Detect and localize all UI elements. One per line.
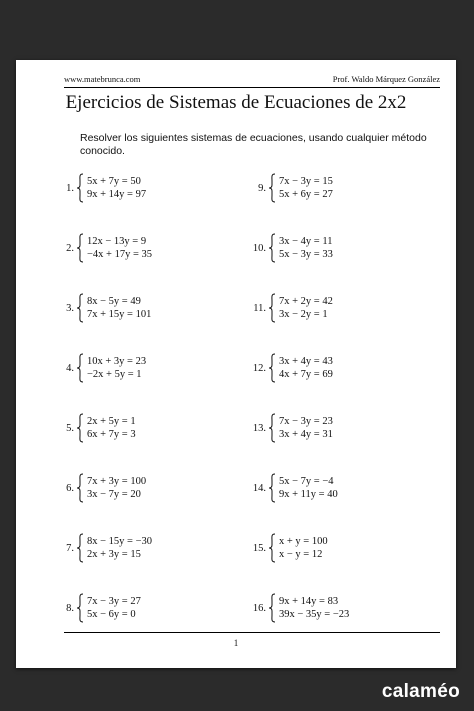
equation-system [87,175,146,201]
left-brace-icon [268,233,276,263]
equation: 6x + 7y = 3 [87,429,136,440]
exercise-item [60,172,146,204]
equation: −4x + 17y = 35 [87,249,153,260]
equation-system [87,355,146,381]
equation: −2x + 5y = 1 [87,369,142,380]
left-brace-icon [268,173,276,203]
equation-system [279,535,328,561]
left-brace-icon [76,473,84,503]
left-brace-icon [76,293,84,323]
equation: 2x + 3y = 15 [87,549,141,560]
equation: x − y = 12 [279,549,323,560]
equation: 7x + 2y = 42 [279,296,333,307]
left-brace-icon [268,473,276,503]
equation-system [87,475,146,501]
equation-system [87,295,151,321]
page-number: 1 [233,638,239,648]
left-brace-icon [76,533,84,563]
equation-system [279,475,338,501]
exercise-item [60,472,146,504]
calameo-logo[interactable]: calaméo [381,681,460,702]
exercise-item [248,472,338,504]
exercise-item [248,172,333,204]
equation: 5x − 7y = −4 [279,476,334,487]
left-brace-icon [268,533,276,563]
exercise-number: 15. [252,542,266,554]
equation: 10x + 3y = 23 [87,356,147,367]
equation-system [87,535,152,561]
exercise-number: 6. [66,482,74,494]
exercise-item [60,292,151,324]
equation: 5x + 7y = 50 [87,176,141,187]
equation: 5x + 6y = 27 [279,189,333,200]
equation: 7x − 3y = 23 [279,416,333,427]
equation: 8x − 5y = 49 [87,296,141,307]
exercise-number: 4. [66,362,74,374]
exercise-number: 1. [66,182,74,194]
page-header [64,74,440,88]
exercise-item [60,232,152,264]
exercise-number: 13. [252,422,266,434]
equation-system [279,415,333,441]
exercise-item [248,592,349,624]
equation: 9x + 11y = 40 [279,489,338,500]
exercise-number: 3. [66,302,74,314]
left-brace-icon [76,233,84,263]
equation: 3x − 7y = 20 [87,489,141,500]
left-brace-icon [76,593,84,623]
equation: 9x + 14y = 83 [279,596,339,607]
equation: 3x + 4y = 43 [279,356,333,367]
exercise-number: 5. [66,422,74,434]
exercise-number: 12. [252,362,266,374]
equation: 7x − 3y = 15 [279,176,333,187]
exercise-number: 10. [252,242,266,254]
equation: 12x − 13y = 9 [87,236,147,247]
left-brace-icon [76,413,84,443]
equation: 2x + 5y = 1 [87,416,136,427]
equation: 7x + 15y = 101 [87,309,152,320]
equation: 3x − 2y = 1 [279,309,328,320]
equation: 8x − 15y = −30 [87,536,153,547]
exercise-number: 9. [258,182,266,194]
document-page [16,60,456,668]
exercise-number: 16. [252,602,266,614]
exercise-number: 7. [66,542,74,554]
exercise-item [248,532,328,564]
exercise-item [60,532,152,564]
footer-divider [64,632,440,633]
exercise-item [248,352,333,384]
instructions-text: Resolver los siguientes sistemas de ecuaciones, usando cualquier método conocido. [80,132,427,157]
equation: 7x − 3y = 27 [87,596,141,607]
equation: 9x + 14y = 97 [87,189,147,200]
equation-system [87,235,152,261]
website-text: www.matebrunca.com [64,74,141,84]
left-brace-icon [76,173,84,203]
equation-system [279,295,333,321]
equation-system [87,415,136,441]
exercise-number: 11. [253,302,266,314]
equation: 7x + 3y = 100 [87,476,147,487]
exercise-item [60,352,146,384]
left-brace-icon [268,413,276,443]
equation: 5x − 6y = 0 [87,609,136,620]
exercise-item [248,292,333,324]
equation: 3x + 4y = 31 [279,429,333,440]
exercise-item [248,232,333,264]
left-brace-icon [268,353,276,383]
equation: 39x − 35y = −23 [279,609,350,620]
author-text: Prof. Waldo Márquez González [332,74,440,84]
equation: 5x − 3y = 33 [279,249,333,260]
equation-system [279,595,349,621]
exercise-number: 14. [252,482,266,494]
equation-system [279,355,333,381]
equation: 4x + 7y = 69 [279,369,333,380]
left-brace-icon [268,593,276,623]
left-brace-icon [76,353,84,383]
exercise-item [248,412,333,444]
exercise-item [60,412,136,444]
equation: x + y = 100 [279,536,328,547]
exercise-number: 8. [66,602,74,614]
equation-system [279,175,333,201]
exercise-item [60,592,141,624]
equation-system [279,235,333,261]
exercise-number: 2. [66,242,74,254]
equation: 3x − 4y = 11 [279,236,333,247]
left-brace-icon [268,293,276,323]
page-title: Ejercicios de Sistemas de Ecuaciones de 2x2 [65,92,407,113]
equation-system [87,595,141,621]
